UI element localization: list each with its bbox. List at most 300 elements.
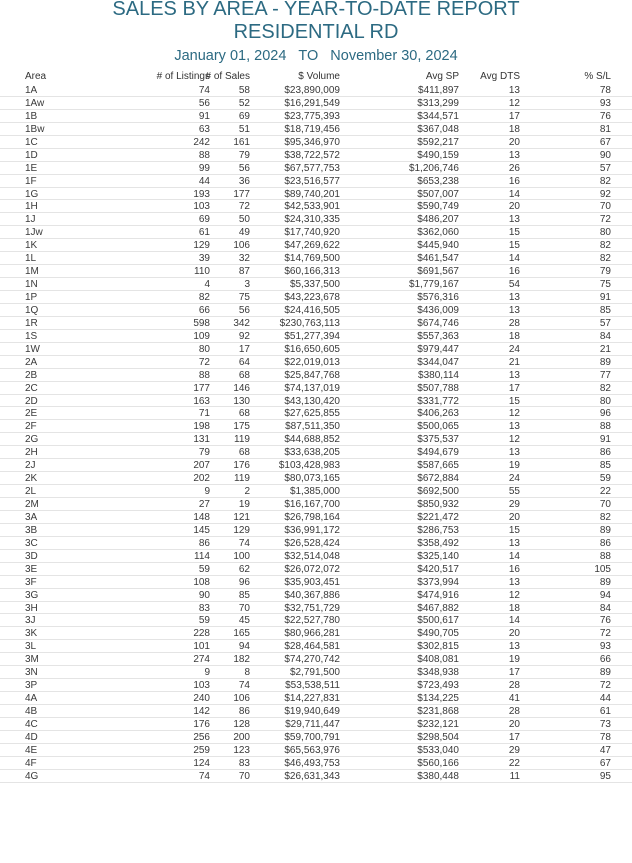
cell-listings: 193 [193,188,210,200]
cell-volume: $32,514,048 [284,550,340,562]
cell-volume: $16,167,700 [284,499,340,510]
cell-volume: $14,769,500 [284,253,340,265]
cell-area: 2H [25,447,38,459]
cell-listings: 83 [198,602,210,614]
cell-avg-dts: 20 [508,136,520,148]
cell-pct-sl: 47 [599,744,611,756]
cell-listings: 114 [194,550,210,562]
cell-area: 3L [25,641,37,653]
table-body [0,84,632,783]
cell-avg-sp: $373,994 [417,576,459,588]
table-row [0,459,632,472]
cell-sales: 52 [238,97,250,109]
cell-avg-dts: 13 [508,537,520,549]
column-header-sales: # of Sales [205,71,250,82]
cell-sales: 74 [238,680,250,692]
table-row [0,407,632,420]
cell-volume: $51,277,394 [284,330,340,342]
table-row [0,317,632,330]
cell-avg-sp: $231,868 [417,706,459,717]
cell-listings: 79 [198,447,210,459]
cell-volume: $1,385,000 [289,486,340,498]
cell-volume: $23,775,393 [284,110,340,122]
cell-volume: $27,625,855 [284,408,340,420]
table-row [0,123,632,136]
cell-sales: 92 [238,330,250,342]
cell-listings: 39 [198,253,210,265]
cell-pct-sl: 66 [599,654,611,666]
cell-avg-sp: $692,500 [417,486,459,498]
cell-avg-dts: 28 [508,317,520,329]
table-row [0,252,632,265]
table-row [0,511,632,524]
cell-area: 2K [25,473,38,485]
cell-avg-sp: $691,567 [417,266,459,278]
cell-pct-sl: 105 [594,563,611,575]
table-row [0,433,632,446]
cell-listings: 4 [204,279,210,291]
cell-volume: $26,528,424 [284,537,340,549]
cell-listings: 108 [193,576,210,588]
cell-listings: 598 [193,317,210,329]
cell-listings: 27 [198,499,210,510]
column-header-pct-sl: % S/L [584,71,611,82]
cell-avg-sp: $344,047 [417,356,459,368]
cell-area: 1S [25,330,38,342]
cell-avg-sp: $358,492 [417,537,459,549]
cell-avg-dts: 28 [508,706,520,717]
cell-volume: $40,367,886 [284,589,340,601]
cell-sales: 68 [238,369,250,381]
cell-listings: 202 [193,473,210,485]
cell-sales: 119 [234,434,250,446]
cell-area: 1Jw [25,227,43,239]
cell-avg-sp: $979,447 [417,343,459,355]
table-row [0,110,632,123]
cell-avg-dts: 14 [508,188,520,200]
cell-area: 1D [25,149,38,161]
cell-area: 4F [25,757,37,769]
cell-area: 3C [25,537,38,549]
cell-avg-dts: 18 [508,123,520,135]
cell-sales: 56 [238,162,250,174]
cell-sales: 70 [238,770,250,782]
cell-volume: $22,019,013 [284,356,340,368]
cell-avg-dts: 18 [508,602,520,614]
cell-pct-sl: 70 [599,499,611,510]
cell-avg-dts: 20 [508,718,520,730]
cell-avg-dts: 54 [508,279,520,291]
table-row [0,550,632,563]
table-row [0,770,632,783]
cell-avg-dts: 15 [508,240,520,252]
cell-sales: 146 [233,382,250,394]
cell-area: 1P [25,292,38,303]
cell-pct-sl: 78 [599,731,611,743]
cell-pct-sl: 94 [599,589,611,601]
cell-sales: 128 [233,718,250,730]
cell-sales: 175 [233,421,250,433]
cell-area: 4A [25,693,38,705]
table-row [0,265,632,278]
cell-volume: $24,416,505 [284,304,340,316]
table-row [0,705,632,718]
cell-volume: $26,072,072 [284,563,340,575]
cell-area: 2L [25,486,37,498]
cell-pct-sl: 57 [599,317,611,329]
cell-avg-sp: $576,316 [417,292,459,303]
cell-area: 4C [25,718,38,730]
cell-area: 3B [25,524,38,536]
cell-avg-sp: $362,060 [417,227,459,239]
cell-pct-sl: 61 [599,706,611,717]
cell-avg-dts: 20 [508,511,520,523]
cell-sales: 106 [233,693,250,705]
cell-sales: 74 [238,537,250,549]
cell-avg-dts: 26 [508,162,520,174]
cell-area: 1C [25,136,38,148]
cell-sales: 123 [233,744,250,756]
cell-pct-sl: 96 [599,408,611,420]
cell-volume: $35,903,451 [284,576,340,588]
table-row [0,382,632,395]
cell-area: 3N [25,667,38,679]
cell-pct-sl: 89 [599,667,611,679]
cell-listings: 90 [198,589,210,601]
table-row [0,757,632,770]
cell-pct-sl: 82 [599,253,611,265]
cell-listings: 142 [193,706,210,717]
cell-sales: 62 [238,563,250,575]
cell-volume: $47,269,622 [284,240,340,252]
cell-volume: $103,428,983 [278,460,340,472]
cell-area: 2B [25,369,38,381]
cell-volume: $23,516,577 [284,175,340,187]
cell-pct-sl: 80 [599,395,611,407]
cell-pct-sl: 82 [599,382,611,394]
cell-listings: 228 [193,628,210,640]
cell-avg-dts: 16 [508,266,520,278]
cell-pct-sl: 57 [599,162,611,174]
cell-area: 1R [25,317,38,329]
cell-volume: $25,847,768 [284,369,340,381]
table-row [0,602,632,615]
cell-volume: $33,638,205 [284,447,340,459]
cell-sales: 96 [238,576,250,588]
cell-sales: 68 [238,408,250,420]
cell-listings: 274 [193,654,210,666]
cell-listings: 103 [193,201,210,213]
cell-avg-dts: 19 [508,654,520,666]
cell-pct-sl: 79 [599,266,611,278]
cell-avg-sp: $1,206,746 [408,162,459,174]
cell-sales: 94 [238,641,250,653]
cell-pct-sl: 82 [599,175,611,187]
cell-sales: 45 [238,615,250,627]
cell-listings: 103 [193,680,210,692]
cell-listings: 163 [193,395,210,407]
cell-avg-sp: $494,679 [417,447,459,459]
cell-area: 4E [25,744,38,756]
cell-pct-sl: 89 [599,524,611,536]
cell-avg-sp: $344,571 [417,110,459,122]
cell-pct-sl: 81 [599,123,611,135]
cell-sales: 17 [238,343,250,355]
column-header-avg-dts: Avg DTS [480,71,520,82]
cell-avg-dts: 14 [508,615,520,627]
cell-avg-dts: 17 [508,667,520,679]
cell-sales: 161 [233,136,250,148]
cell-pct-sl: 88 [599,421,611,433]
cell-pct-sl: 92 [599,188,611,200]
cell-avg-dts: 13 [508,85,520,96]
cell-listings: 80 [198,343,210,355]
cell-sales: 69 [238,110,250,122]
table-row [0,175,632,188]
cell-avg-sp: $380,114 [418,369,459,381]
cell-volume: $24,310,335 [284,214,340,226]
cell-volume: $32,751,729 [284,602,340,614]
cell-sales: 49 [238,227,250,239]
cell-volume: $59,700,791 [284,731,340,743]
cell-area: 1G [25,188,39,200]
cell-sales: 177 [233,188,250,200]
table-row [0,239,632,252]
cell-sales: 342 [233,317,250,329]
cell-sales: 121 [233,511,250,523]
cell-listings: 177 [193,382,210,394]
cell-listings: 129 [193,240,210,252]
table-row [0,666,632,679]
cell-area: 2J [25,460,36,472]
cell-pct-sl: 80 [599,227,611,239]
cell-area: 1F [25,175,37,187]
cell-area: 3J [25,615,36,627]
cell-pct-sl: 76 [599,615,611,627]
cell-sales: 51 [238,123,250,135]
cell-avg-sp: $490,159 [417,149,459,161]
cell-sales: 36 [238,175,250,187]
table-row [0,162,632,175]
cell-volume: $14,227,831 [284,693,340,705]
cell-avg-dts: 14 [508,253,520,265]
cell-volume: $26,798,164 [284,511,340,523]
cell-avg-sp: $221,472 [417,511,459,523]
cell-volume: $36,991,172 [284,524,340,536]
cell-sales: 72 [238,201,250,213]
cell-avg-sp: $302,815 [417,641,459,653]
cell-listings: 88 [198,149,210,161]
cell-avg-dts: 12 [508,434,520,446]
cell-avg-sp: $313,299 [417,97,459,109]
cell-avg-dts: 29 [508,499,520,510]
cell-sales: 70 [238,602,250,614]
cell-avg-dts: 17 [508,382,520,394]
cell-sales: 176 [233,460,250,472]
table-row [0,589,632,602]
cell-pct-sl: 91 [599,292,611,303]
cell-volume: $87,511,350 [285,421,340,433]
cell-avg-dts: 14 [508,550,520,562]
cell-avg-dts: 24 [508,473,520,485]
cell-avg-dts: 17 [508,731,520,743]
cell-sales: 58 [238,85,250,96]
cell-listings: 91 [198,110,210,122]
cell-sales: 86 [238,706,250,717]
cell-listings: 59 [198,563,210,575]
cell-avg-sp: $467,882 [417,602,459,614]
cell-volume: $18,719,456 [284,123,340,135]
cell-sales: 200 [233,731,250,743]
cell-pct-sl: 93 [599,97,611,109]
cell-avg-dts: 11 [509,770,520,782]
column-header-volume: $ Volume [298,71,340,82]
cell-area: 2C [25,382,38,394]
cell-area: 1M [25,266,39,278]
table-row [0,446,632,459]
cell-avg-dts: 15 [508,227,520,239]
table-row [0,692,632,705]
cell-avg-sp: $331,772 [417,395,459,407]
cell-area: 1K [25,240,38,252]
cell-listings: 256 [193,731,210,743]
cell-listings: 86 [198,537,210,549]
cell-avg-dts: 13 [508,369,520,381]
cell-avg-dts: 24 [508,343,520,355]
cell-sales: 32 [238,253,250,265]
cell-pct-sl: 44 [599,693,611,705]
cell-sales: 100 [233,550,250,562]
cell-avg-sp: $286,753 [417,524,459,536]
cell-avg-sp: $490,705 [417,628,459,640]
cell-avg-dts: 17 [508,110,520,122]
cell-sales: 85 [238,589,250,601]
cell-avg-dts: 13 [508,641,520,653]
cell-sales: 50 [238,214,250,226]
cell-sales: 87 [238,266,250,278]
cell-listings: 9 [204,486,210,498]
cell-listings: 109 [193,330,210,342]
cell-avg-sp: $348,938 [417,667,459,679]
cell-pct-sl: 82 [599,240,611,252]
cell-area: 4D [25,731,38,743]
cell-sales: 83 [238,757,250,769]
cell-avg-sp: $325,140 [417,550,459,562]
date-from: January 01, 2024 [174,48,287,64]
cell-avg-dts: 12 [508,97,520,109]
cell-listings: 259 [193,744,210,756]
cell-avg-sp: $500,065 [417,421,459,433]
cell-pct-sl: 82 [599,511,611,523]
cell-sales: 19 [238,499,250,510]
table-row [0,420,632,433]
cell-area: 3E [25,563,38,575]
date-to-label: TO [298,48,319,64]
cell-volume: $230,763,113 [279,317,340,329]
cell-sales: 119 [234,473,250,485]
cell-volume: $38,722,572 [284,149,340,161]
cell-pct-sl: 70 [599,201,611,213]
cell-area: 4B [25,706,38,717]
cell-pct-sl: 85 [599,304,611,316]
cell-avg-dts: 55 [508,486,520,498]
table-row [0,537,632,550]
cell-avg-sp: $408,081 [417,654,459,666]
cell-pct-sl: 72 [599,214,611,226]
cell-avg-sp: $411,897 [418,85,459,96]
cell-area: 1H [25,201,38,213]
cell-avg-dts: 15 [508,524,520,536]
cell-pct-sl: 59 [599,473,611,485]
cell-area: 1Bw [25,123,45,135]
cell-sales: 68 [238,447,250,459]
cell-avg-dts: 20 [508,628,520,640]
cell-area: 2E [25,408,38,420]
column-header-area: Area [25,71,47,82]
cell-sales: 165 [233,628,250,640]
cell-volume: $89,740,201 [284,188,340,200]
cell-sales: 79 [238,149,250,161]
cell-listings: 101 [193,641,210,653]
cell-area: 3A [25,511,38,523]
cell-pct-sl: 89 [599,576,611,588]
cell-avg-sp: $850,932 [417,499,459,510]
cell-pct-sl: 85 [599,460,611,472]
cell-listings: 72 [198,356,210,368]
table-row [0,136,632,149]
cell-pct-sl: 67 [599,757,611,769]
cell-volume: $43,223,678 [284,292,340,303]
table-row [0,149,632,162]
cell-listings: 66 [198,304,210,316]
cell-avg-sp: $557,363 [417,330,459,342]
table-row [0,614,632,627]
cell-pct-sl: 72 [599,680,611,692]
cell-avg-sp: $298,504 [417,731,459,743]
cell-avg-sp: $380,448 [417,770,459,782]
cell-sales: 182 [233,654,250,666]
cell-area: 1A [25,85,38,96]
cell-pct-sl: 67 [599,136,611,148]
table-header [0,70,632,83]
cell-area: 1W [25,343,40,355]
cell-sales: 56 [238,304,250,316]
cell-volume: $65,563,976 [284,744,340,756]
cell-area: 1Aw [25,97,45,109]
cell-volume: $2,791,500 [289,667,340,679]
cell-pct-sl: 21 [599,343,611,355]
table-row [0,679,632,692]
cell-avg-dts: 13 [508,214,520,226]
cell-area: 1Q [25,304,39,316]
cell-avg-dts: 22 [508,757,520,769]
cell-avg-sp: $461,547 [417,253,459,265]
cell-volume: $26,631,343 [284,770,340,782]
cell-avg-sp: $653,238 [417,175,459,187]
cell-volume: $67,577,753 [284,162,340,174]
table-row [0,291,632,304]
cell-volume: $17,740,920 [284,227,340,239]
table-row [0,278,632,291]
table-row [0,97,632,110]
cell-volume: $74,270,742 [284,654,340,666]
cell-avg-dts: 28 [508,680,520,692]
table-row [0,343,632,356]
cell-avg-sp: $367,048 [417,123,459,135]
cell-avg-sp: $474,916 [417,589,459,601]
cell-listings: 145 [193,524,210,536]
table-row [0,498,632,511]
